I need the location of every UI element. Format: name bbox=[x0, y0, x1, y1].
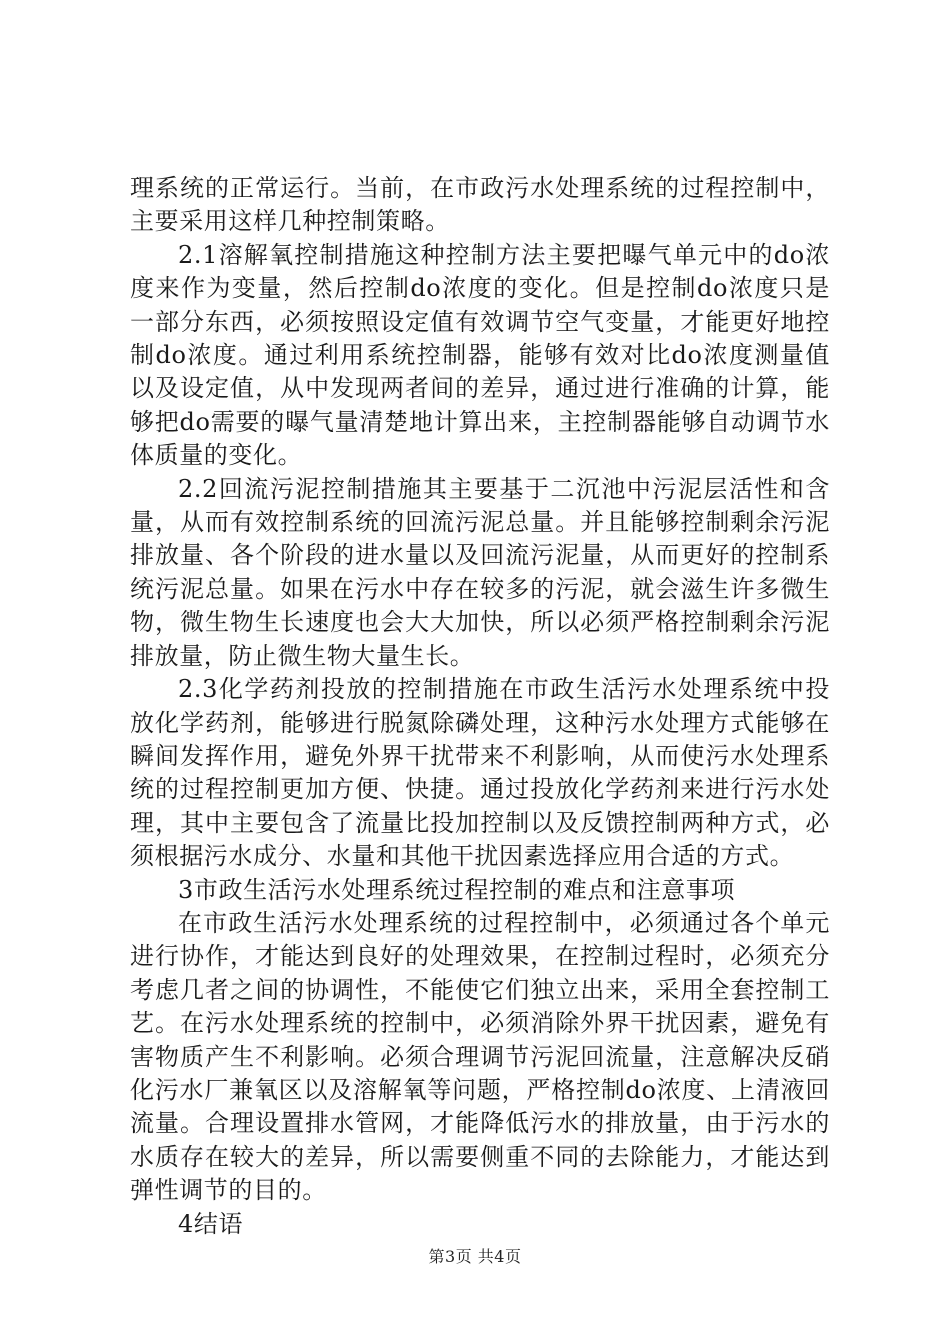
paragraph-continuation: 理系统的正常运行。当前，在市政污水处理系统的过程控制中，主要采用这样几种控制策略。 bbox=[130, 174, 830, 236]
section-heading-difficulties: 3市政生活污水处理系统过程控制的难点和注意事项 bbox=[178, 875, 736, 904]
page-number-indicator: 第3页 共4页 bbox=[428, 1247, 522, 1266]
paragraph-return-sludge-control: 2.2回流污泥控制措施其主要基于二沉池中污泥层活性和含量，从而有效控制系统的回流污泥总量。并且能够控制剩余污泥排放量、各个阶段的进水量以及回流污泥量，从而更好的控制系统污泥总量。如果在污水中存在较多的污泥，就会滋生许多微生物，微生物生长速度也会大大加快，所以必须严格控制剩余污泥排放量，防止微生物大量生长。 bbox=[130, 474, 830, 670]
page-footer bbox=[0, 1244, 950, 1267]
paragraph-dissolved-oxygen-control: 2.1溶解氧控制措施这种控制方法主要把曝气单元中的do浓度来作为变量，然后控制do浓度的变化。但是控制do浓度只是一部分东西，必须按照设定值有效调节空气变量，才能更好地控制do浓度。通过利用系统控制器，能够有效对比do浓度测量值以及设定值，从中发现两者间的差异，通过进行准确的计算，能够把do需要的曝气量清楚地计算出来，主控制器能够自动调节水体质量的变化。 bbox=[130, 240, 830, 470]
paragraph-difficulties: 在市政生活污水处理系统的过程控制中，必须通过各个单元进行协作，才能达到良好的处理效果，在控制过程时，必须充分考虑几者之间的协调性，不能使它们独立出来，采用全套控制工艺。在污水处理系统的控制中，必须消除外界干扰因素，避免有害物质产生不利影响。必须合理调节污泥回流量，注意解决反硝化污水厂兼氧区以及溶解氧等问题，严格控制do浓度、上清液回流量。合理设置排水管网，才能降低污水的排放量，由于污水的水质存在较大的差异，所以需要侧重不同的去除能力，才能达到弹性调节的目的。 bbox=[130, 908, 830, 1205]
document-body bbox=[130, 172, 830, 1241]
section-heading-conclusion: 4结语 bbox=[178, 1209, 244, 1238]
paragraph-chemical-dosing-control: 2.3化学药剂投放的控制措施在市政生活污水处理系统中投放化学药剂，能够进行脱氮除磷处理，这种污水处理方式能够在瞬间发挥作用，避免外界干扰带来不利影响，从而使污水处理系统的过程控制更加方便、快捷。通过投放化学药剂来进行污水处理，其中主要包含了流量比投加控制以及反馈控制两种方式，必须根据污水成分、水量和其他干扰因素选择应用合适的方式。 bbox=[130, 675, 830, 871]
